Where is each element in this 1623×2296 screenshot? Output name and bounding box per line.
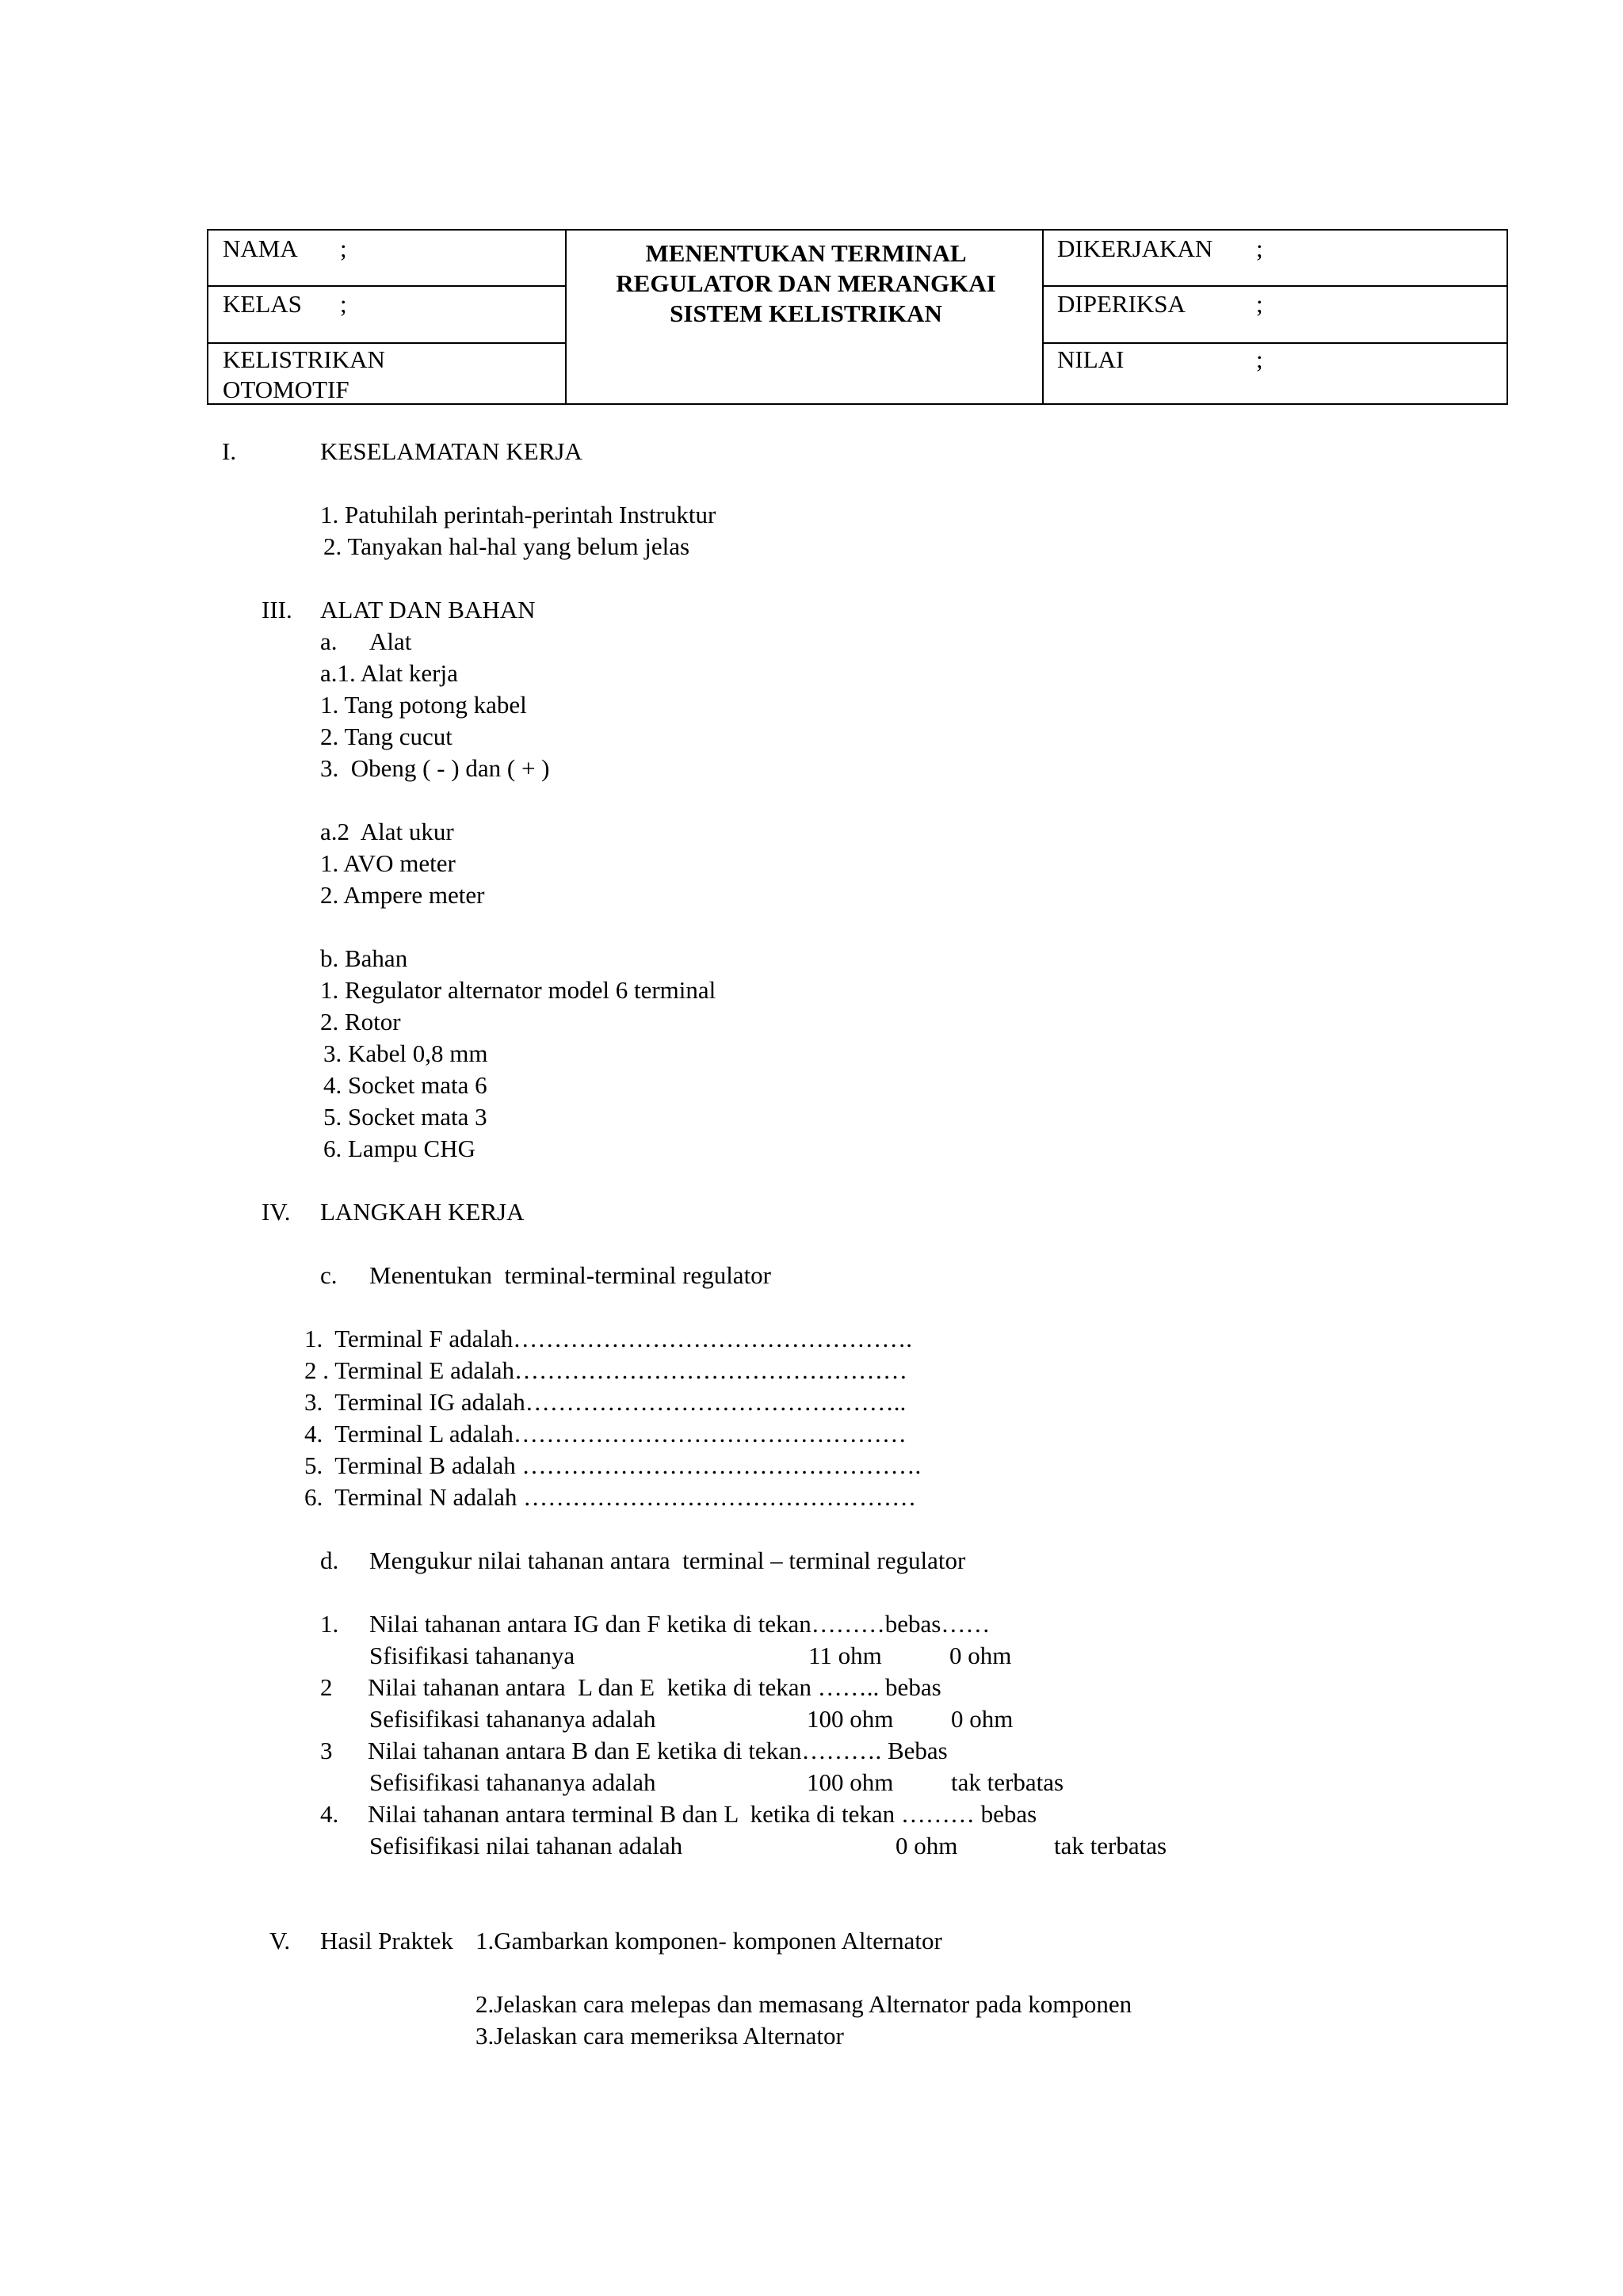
measure-spec-value-2: tak terbatas bbox=[1054, 1832, 1167, 1859]
subsection-heading: a.1. Alat kerja bbox=[320, 659, 458, 687]
subsection-heading: a.2 Alat ukur bbox=[320, 818, 454, 845]
measure-spec-value-2: 0 ohm bbox=[951, 1705, 1014, 1733]
list-item: 3.Jelaskan cara memeriksa Alternator bbox=[475, 2022, 844, 2050]
list-item: 1.Gambarkan komponen- komponen Alternator bbox=[475, 1927, 942, 1955]
subsection-title: Mengukur nilai tahanan antara terminal – terminal regulator bbox=[369, 1547, 966, 1574]
measure-text: Nilai tahanan antara B dan E ketika di tekan………. Bebas bbox=[368, 1737, 948, 1764]
subsection-label: a. bbox=[320, 627, 338, 655]
measure-number: 1. bbox=[320, 1610, 339, 1638]
measure-spec-value-1: 11 ohm bbox=[808, 1642, 882, 1669]
subsection-title: Alat bbox=[369, 627, 412, 655]
terminal-item: 2 . Terminal E adalah………………………………………… bbox=[304, 1356, 907, 1384]
department-line-2: OTOMOTIF bbox=[223, 376, 349, 403]
subsection-title: Menentukan terminal-terminal regulator bbox=[369, 1261, 772, 1289]
subsection-label: d. bbox=[320, 1547, 339, 1574]
diperiksa-separator: ; bbox=[1256, 290, 1263, 318]
measure-number: 4. bbox=[320, 1800, 339, 1828]
terminal-item: 5. Terminal B adalah …………………………………………. bbox=[304, 1451, 922, 1479]
measure-spec-value-1: 0 ohm bbox=[896, 1832, 958, 1859]
list-item: 1. Tang potong kabel bbox=[320, 691, 527, 719]
measure-number: 3 bbox=[320, 1737, 333, 1764]
measure-text: Nilai tahanan antara terminal B dan L ketika di tekan ……… bebas bbox=[368, 1800, 1037, 1828]
list-item: 3. Kabel 0,8 mm bbox=[323, 1039, 488, 1067]
section-4-heading: LANGKAH KERJA bbox=[320, 1198, 525, 1226]
measure-spec-label: Sefisifikasi nilai tahanan adalah bbox=[369, 1832, 683, 1859]
page-title: MENENTUKAN TERMINAL REGULATOR DAN MERANGKAI SISTEM KELISTRIKAN bbox=[616, 239, 996, 327]
dikerjakan-label: DIKERJAKAN bbox=[1057, 235, 1213, 262]
table-divider bbox=[565, 231, 567, 403]
table-divider bbox=[1042, 285, 1507, 287]
terminal-item: 1. Terminal F adalah…………………………………………. bbox=[304, 1325, 913, 1352]
table-divider bbox=[1042, 342, 1507, 344]
table-divider bbox=[208, 285, 565, 287]
list-item: 1. AVO meter bbox=[320, 849, 456, 877]
nama-label: NAMA bbox=[223, 235, 298, 262]
section-3-heading: ALAT DAN BAHAN bbox=[320, 596, 536, 624]
list-item: 3. Obeng ( - ) dan ( + ) bbox=[320, 754, 550, 782]
list-item: 5. Socket mata 3 bbox=[323, 1103, 487, 1131]
measure-text: Nilai tahanan antara IG dan F ketika di tekan………bebas…… bbox=[369, 1610, 991, 1638]
dikerjakan-separator: ; bbox=[1256, 235, 1263, 262]
measure-spec-value-2: tak terbatas bbox=[951, 1768, 1064, 1796]
measure-text: Nilai tahanan antara L dan E ketika di tekan …….. bebas bbox=[368, 1673, 941, 1701]
measure-spec-value-1: 100 ohm bbox=[807, 1705, 894, 1733]
measure-spec-value-2: 0 ohm bbox=[949, 1642, 1012, 1669]
kelas-separator: ; bbox=[340, 290, 347, 318]
list-item: 2. Tanyakan hal-hal yang belum jelas bbox=[323, 532, 690, 560]
terminal-item: 6. Terminal N adalah ………………………………………… bbox=[304, 1483, 917, 1511]
subsection-label: c. bbox=[320, 1261, 338, 1289]
nama-separator: ; bbox=[340, 235, 347, 262]
list-item: 2. Ampere meter bbox=[320, 881, 485, 909]
section-5-heading: Hasil Praktek bbox=[320, 1927, 453, 1955]
nilai-separator: ; bbox=[1256, 345, 1263, 373]
measure-spec-label: Sfisifikasi tahananya bbox=[369, 1642, 575, 1669]
list-item: 6. Lampu CHG bbox=[323, 1135, 476, 1162]
list-item: 4. Socket mata 6 bbox=[323, 1071, 487, 1099]
department-line-1: KELISTRIKAN bbox=[223, 345, 385, 373]
measure-number: 2 bbox=[320, 1673, 333, 1701]
terminal-item: 4. Terminal L adalah………………………………………… bbox=[304, 1420, 907, 1447]
section-1-heading: KESELAMATAN KERJA bbox=[320, 437, 582, 465]
list-item: 1. Patuhilah perintah-perintah Instruktur bbox=[320, 501, 716, 528]
measure-spec-value-1: 100 ohm bbox=[807, 1768, 894, 1796]
header-table bbox=[207, 229, 1508, 405]
list-item: 2. Tang cucut bbox=[320, 723, 453, 750]
nilai-label: NILAI bbox=[1057, 345, 1125, 373]
list-item: 1. Regulator alternator model 6 terminal bbox=[320, 976, 716, 1004]
section-3-number: III. bbox=[262, 596, 292, 624]
section-4-number: IV. bbox=[262, 1198, 291, 1226]
table-divider bbox=[208, 342, 565, 344]
measure-spec-label: Sefisifikasi tahananya adalah bbox=[369, 1768, 656, 1796]
section-1-number: I. bbox=[222, 437, 237, 465]
subsection-heading: b. Bahan bbox=[320, 944, 408, 972]
measure-spec-label: Sefisifikasi tahananya adalah bbox=[369, 1705, 656, 1733]
list-item: 2. Rotor bbox=[320, 1008, 401, 1035]
kelas-label: KELAS bbox=[223, 290, 302, 318]
section-5-number: V. bbox=[269, 1927, 291, 1955]
list-item: 2.Jelaskan cara melepas dan memasang Alternator pada komponen bbox=[475, 1990, 1132, 2018]
diperiksa-label: DIPERIKSA bbox=[1057, 290, 1186, 318]
terminal-item: 3. Terminal IG adalah……………………………………….. bbox=[304, 1388, 907, 1416]
